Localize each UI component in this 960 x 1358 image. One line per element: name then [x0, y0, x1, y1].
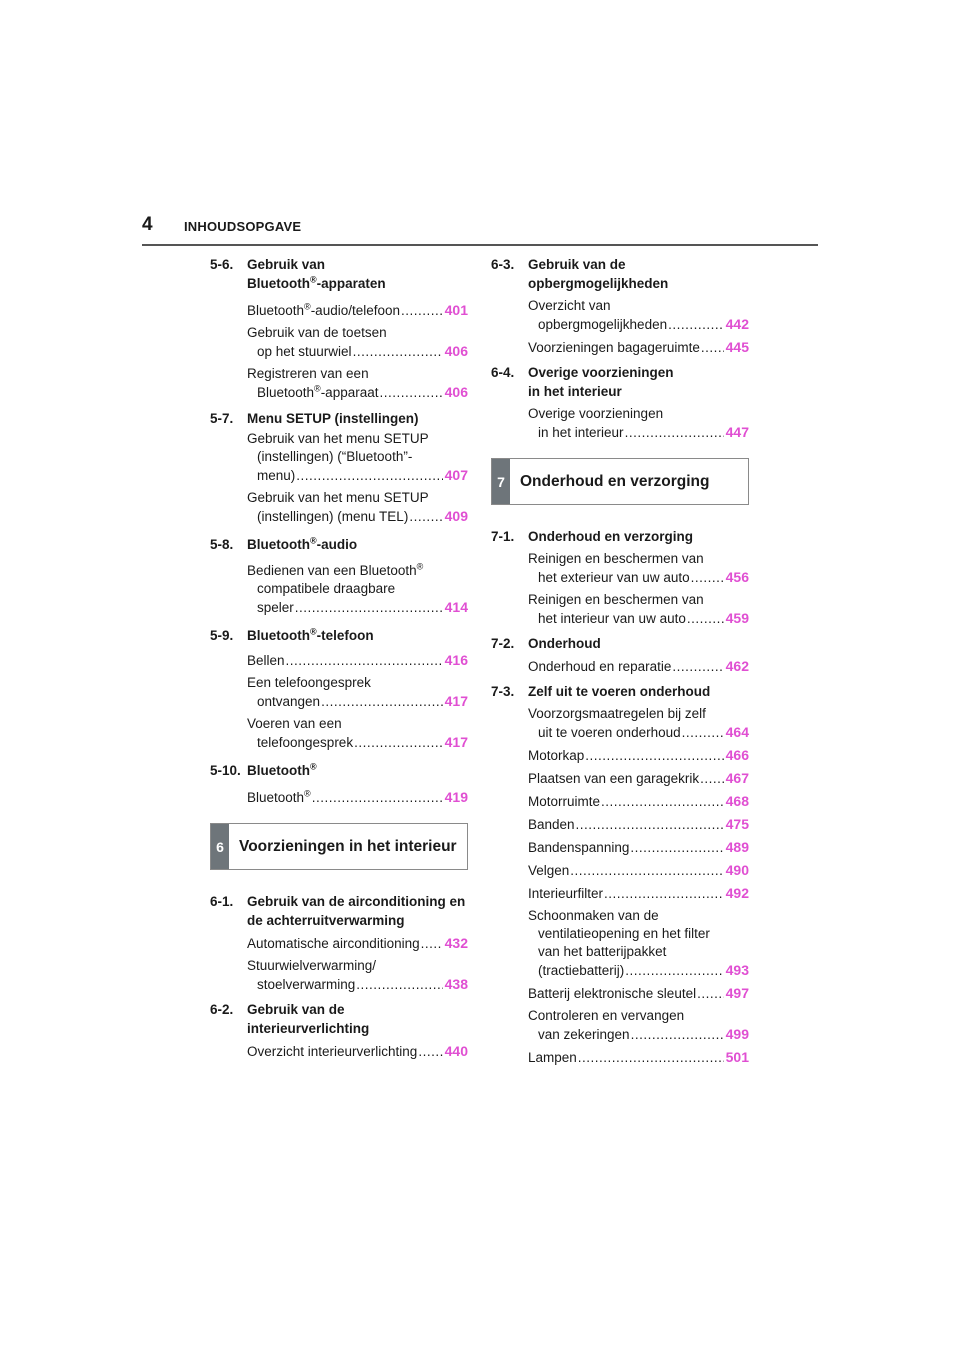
section-7-1[interactable]: [491, 527, 749, 546]
section-title: opbergmogelijkheden: [528, 276, 669, 291]
entry-text: Batterij elektronische sleutel: [528, 986, 697, 1001]
section-title: Gebruik van de airconditioning en: [247, 894, 466, 909]
page-link[interactable]: 438: [444, 976, 468, 992]
chapter-7-header[interactable]: [491, 458, 749, 505]
entry-text: Onderhoud en reparatie: [528, 659, 672, 674]
toc-entry[interactable]: [528, 792, 749, 811]
toc-column-right: [491, 255, 749, 1067]
toc-entry[interactable]: [247, 934, 468, 953]
toc-entry[interactable]: [528, 338, 749, 357]
section-7-2[interactable]: [491, 634, 749, 653]
leader-dots: [286, 652, 443, 670]
page-link[interactable]: 414: [444, 599, 468, 615]
leader-dots: [682, 724, 724, 742]
section-title: in het interieur: [528, 384, 622, 399]
section-number: 6-3.: [491, 257, 515, 272]
leader-dots: [625, 962, 723, 980]
section-number: 5-10.: [210, 763, 241, 778]
entry-text: op het stuurwiel: [257, 344, 352, 359]
page-link[interactable]: 442: [725, 316, 749, 332]
page-link[interactable]: 466: [725, 747, 749, 763]
section-number: 5-6.: [210, 257, 234, 272]
leader-dots: [570, 862, 723, 880]
page-link[interactable]: 501: [725, 1049, 749, 1065]
entry-text: Een telefoongesprek: [247, 675, 371, 690]
entry-text: het exterieur van uw auto: [538, 570, 690, 585]
page-link[interactable]: 467: [725, 770, 749, 786]
entry-text: Banden: [528, 817, 575, 832]
header-title: INHOUDSOPGAVE: [184, 219, 302, 234]
toc-entry[interactable]: [247, 651, 468, 670]
section-title: Bluetooth: [247, 628, 310, 643]
page-link[interactable]: 459: [725, 610, 749, 626]
toc-entry[interactable]: [528, 1048, 749, 1067]
section-title: de achterruitverwarming: [247, 913, 405, 928]
entry-text: (tractiebatterij): [538, 963, 625, 978]
section-title: interieurverlichting: [247, 1021, 370, 1036]
leader-dots: [418, 1043, 442, 1061]
toc-entry[interactable]: [247, 324, 468, 361]
entry-text: Overzicht interieurverlichting: [247, 1044, 418, 1059]
page-link[interactable]: 468: [725, 793, 749, 809]
section-5-10[interactable]: [210, 761, 468, 780]
entry-text: Overige voorzieningen: [528, 406, 664, 421]
section-6-4[interactable]: [491, 363, 749, 401]
entry-text: Plaatsen van een garagekrik: [528, 771, 700, 786]
entry-text: Reinigen en beschermen van: [528, 592, 704, 607]
section-title: -audio: [316, 537, 358, 552]
section-number: 7-3.: [491, 684, 515, 699]
registered-mark: ®: [304, 788, 311, 799]
section-6-2[interactable]: [210, 1000, 468, 1038]
leader-dots: [585, 747, 723, 765]
leader-dots: [576, 816, 724, 834]
toc-entry[interactable]: [528, 815, 749, 834]
toc-entry[interactable]: [528, 884, 749, 903]
leader-dots: [409, 508, 442, 526]
section-title: Overige voorzieningen: [528, 365, 674, 380]
toc-entry[interactable]: [247, 430, 468, 485]
section-7-3[interactable]: [491, 682, 749, 701]
entry-text: menu): [257, 468, 296, 483]
section-number: 6-1.: [210, 894, 234, 909]
toc-entry[interactable]: [528, 297, 749, 334]
toc-entry[interactable]: [247, 674, 468, 711]
page-number: 4: [142, 214, 153, 235]
section-title: Menu SETUP (instellingen): [247, 411, 419, 426]
entry-text: Stuurwielverwarming/: [247, 958, 377, 973]
toc-entry[interactable]: [528, 769, 749, 788]
entry-text: Registreren van een: [247, 366, 369, 381]
entry-text: uit te voeren onderhoud: [538, 725, 681, 740]
page-link[interactable]: 490: [725, 862, 749, 878]
page-link[interactable]: 416: [444, 652, 468, 668]
entry-text: opbergmogelijkheden: [538, 317, 668, 332]
entry-text: Automatische airconditioning: [247, 936, 420, 951]
section-title: -apparaten: [316, 276, 386, 291]
chapter-title: Voorzieningen in het interieur: [239, 837, 457, 855]
page-link[interactable]: 440: [444, 1043, 468, 1059]
leader-dots: [631, 1026, 724, 1044]
chapter-number: 7: [492, 459, 510, 504]
section-5-9[interactable]: [210, 626, 468, 645]
entry-text: -audio/telefoon: [310, 303, 401, 318]
toc-entry[interactable]: [247, 562, 468, 617]
leader-dots: [354, 734, 443, 752]
page-link[interactable]: 406: [444, 384, 468, 400]
toc-entry[interactable]: [247, 301, 468, 320]
toc-entry[interactable]: [528, 984, 749, 1003]
section-title: Gebruik van de: [247, 1002, 345, 1017]
entry-text: van het batterijpakket: [538, 944, 667, 959]
leader-dots: [295, 599, 443, 617]
section-title: -telefoon: [316, 628, 374, 643]
toc-entry[interactable]: [247, 715, 468, 752]
entry-text: Bellen: [247, 653, 285, 668]
page-link[interactable]: 419: [444, 789, 468, 805]
toc-entry[interactable]: [528, 838, 749, 857]
section-6-3[interactable]: [491, 255, 749, 293]
section-title: Zelf uit te voeren onderhoud: [528, 684, 711, 699]
leader-dots: [312, 789, 443, 807]
chapter-number: 6: [211, 824, 229, 869]
section-number: 5-9.: [210, 628, 234, 643]
entry-text: Voeren van een: [247, 716, 342, 731]
section-5-6[interactable]: [210, 255, 468, 293]
leader-dots: [353, 343, 443, 361]
page-link[interactable]: 499: [725, 1026, 749, 1042]
page-link[interactable]: 497: [725, 985, 749, 1001]
entry-text: speler: [257, 600, 294, 615]
registered-mark: ®: [310, 535, 317, 546]
page-link[interactable]: 417: [444, 734, 468, 750]
page-link[interactable]: 456: [725, 569, 749, 585]
section-number: 6-4.: [491, 365, 515, 380]
entry-text: telefoongesprek: [257, 735, 354, 750]
entry-text: Voorzieningen bagageruimte: [528, 340, 700, 355]
leader-dots: [700, 770, 724, 788]
entry-text: Bluetooth: [247, 303, 305, 318]
entry-text: Schoonmaken van de: [528, 908, 659, 923]
registered-mark: ®: [416, 561, 424, 572]
entry-text: Motorkap: [528, 748, 585, 763]
entry-text: ontvangen: [257, 694, 321, 709]
section-number: 7-1.: [491, 529, 515, 544]
registered-mark: ®: [314, 383, 321, 394]
section-5-7[interactable]: [210, 409, 468, 428]
entry-text: Bedienen van een Bluetooth: [247, 563, 417, 578]
page-link[interactable]: 493: [725, 962, 749, 978]
leader-dots: [296, 467, 442, 485]
section-5-8[interactable]: [210, 535, 468, 554]
toc-entry[interactable]: [528, 746, 749, 765]
leader-dots: [379, 384, 442, 402]
entry-text: Voorzorgsmaatregelen bij zelf: [528, 706, 706, 721]
toc-entry[interactable]: [528, 705, 749, 742]
entry-text: Interieurfilter: [528, 886, 604, 901]
chapter-title: Onderhoud en verzorging: [520, 472, 710, 490]
page-link[interactable]: 475: [725, 816, 749, 832]
entry-text: Gebruik van het menu SETUP: [247, 431, 429, 446]
page-link[interactable]: 417: [444, 693, 468, 709]
leader-dots: [601, 793, 724, 811]
section-number: 5-7.: [210, 411, 234, 426]
entry-text: Gebruik van het menu SETUP: [247, 490, 429, 505]
section-number: 5-8.: [210, 537, 234, 552]
leader-dots: [604, 885, 724, 903]
leader-dots: [672, 658, 723, 676]
registered-mark: ®: [304, 301, 311, 312]
toc-entry[interactable]: [528, 1007, 749, 1044]
entry-text: Reinigen en beschermen van: [528, 551, 704, 566]
registered-mark: ®: [310, 626, 317, 637]
toc-entry[interactable]: [528, 591, 749, 628]
page-link[interactable]: 492: [725, 885, 749, 901]
entry-text: Gebruik van de toetsen: [247, 325, 387, 340]
toc-column-left: [210, 255, 468, 1061]
page-link[interactable]: 401: [444, 302, 468, 318]
leader-dots: [421, 935, 443, 953]
entry-text: Bluetooth: [257, 385, 315, 400]
leader-dots: [701, 339, 724, 357]
section-6-1[interactable]: [210, 892, 468, 930]
toc-entry[interactable]: [528, 657, 749, 676]
toc-entry[interactable]: [247, 788, 468, 807]
entry-text: ventilatieopening en het filter: [538, 926, 710, 941]
entry-text: Lampen: [528, 1050, 577, 1065]
toc-entry[interactable]: [528, 405, 749, 442]
entry-text: Controleren en vervangen: [528, 1008, 685, 1023]
entry-text: Velgen: [528, 863, 570, 878]
entry-text: Bandenspanning: [528, 840, 630, 855]
entry-text: in het interieur: [538, 425, 624, 440]
toc-entry[interactable]: [528, 550, 749, 587]
registered-mark: ®: [310, 274, 317, 285]
entry-text: Bluetooth: [247, 790, 305, 805]
section-number: 6-2.: [210, 1002, 234, 1017]
entry-text: (instellingen) (“Bluetooth”-: [257, 449, 413, 464]
leader-dots: [321, 693, 443, 711]
leader-dots: [578, 1049, 724, 1067]
page-link[interactable]: 407: [444, 467, 468, 483]
entry-text: (instellingen) (menu TEL): [257, 509, 409, 524]
leader-dots: [401, 302, 443, 320]
toc-entry[interactable]: [528, 861, 749, 880]
leader-dots: [668, 316, 724, 334]
page-link[interactable]: 464: [725, 724, 749, 740]
entry-text: Overzicht van: [528, 298, 611, 313]
page-header: [142, 214, 818, 246]
section-title: Onderhoud: [528, 636, 601, 651]
toc-entry[interactable]: [247, 365, 468, 402]
header-rule: [142, 244, 818, 246]
page-link[interactable]: 447: [725, 424, 749, 440]
page-link[interactable]: 462: [725, 658, 749, 674]
page-link[interactable]: 409: [444, 508, 468, 524]
toc-entry[interactable]: [247, 957, 468, 994]
entry-text: het interieur van uw auto: [538, 611, 686, 626]
page-link[interactable]: 445: [725, 339, 749, 355]
section-title: Bluetooth: [247, 537, 310, 552]
section-title: Gebruik van de: [528, 257, 626, 272]
section-title: Onderhoud en verzorging: [528, 529, 694, 544]
leader-dots: [356, 976, 442, 994]
registered-mark: ®: [310, 761, 317, 772]
toc-entry[interactable]: [247, 489, 468, 526]
page-link[interactable]: 432: [444, 935, 468, 951]
chapter-6-header[interactable]: [210, 823, 468, 870]
entry-text: van zekeringen: [538, 1027, 630, 1042]
section-number: 7-2.: [491, 636, 515, 651]
section-title: Gebruik van: [247, 257, 326, 272]
page-link[interactable]: 406: [444, 343, 468, 359]
section-title: Bluetooth: [247, 763, 310, 778]
leader-dots: [697, 985, 724, 1003]
entry-text: -apparaat: [320, 385, 379, 400]
leader-dots: [630, 839, 723, 857]
entry-text: stoelverwarming: [257, 977, 356, 992]
section-title: Bluetooth: [247, 276, 310, 291]
toc-entry[interactable]: [528, 907, 749, 980]
entry-text: Motorruimte: [528, 794, 601, 809]
toc-entry[interactable]: [247, 1042, 468, 1061]
leader-dots: [625, 424, 724, 442]
entry-text: compatibele draagbare: [257, 581, 396, 596]
leader-dots: [691, 569, 724, 587]
leader-dots: [687, 610, 724, 628]
page-link[interactable]: 489: [725, 839, 749, 855]
